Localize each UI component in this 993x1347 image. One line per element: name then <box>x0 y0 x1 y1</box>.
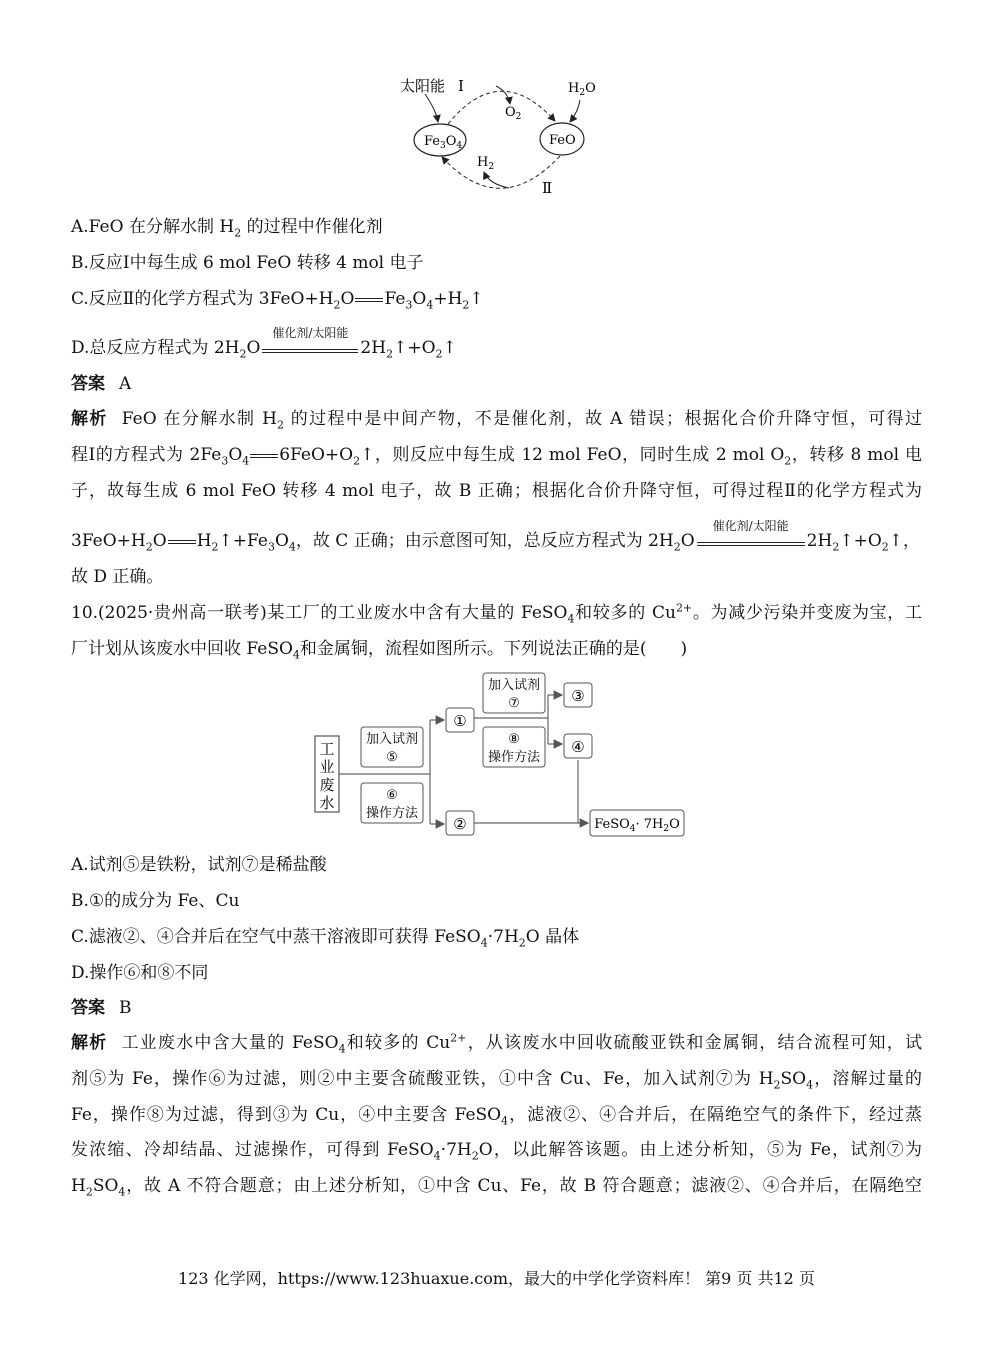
node-3-label: ③ <box>571 687 585 705</box>
solar-input-arrow <box>425 94 438 122</box>
q9-explanation-line-1: 解析 FeO 在分解水制 $H_2$ 的过程中是中间产物，不是催化剂，故 A 错误；根据化合价升降守恒，可得过 <box>71 409 922 432</box>
q10-stem-line-2: 厂计划从该废水中回收 FeSO$_4$和金属铜，流程如图所示。下列说法正确的是( ) <box>71 639 688 662</box>
operation-8-label: 操作方法 <box>487 750 541 765</box>
q10-answer: 答案 B <box>71 998 132 1018</box>
reagent-5-label: 加入试剂 <box>365 732 419 747</box>
q10-explanation-line-1: 解析 工业废水中含大量的 FeSO$_4$和较多的 $Cu^{2+}$，从该废水中回收硫酸亚铁和金属铜，结合流程可知，试 <box>71 1031 922 1056</box>
waste-char-4: 水 <box>319 794 335 812</box>
waste-char-1: 工 <box>319 740 335 758</box>
q9-option-d: D.总反应方程式为 $2H_2O$ 催化剂/太阳能 $2H_2↑+O_2↑$ <box>71 325 457 361</box>
h2o-input-arrow <box>570 100 580 122</box>
cycle-arrow-top <box>448 91 555 124</box>
fe3o4-label: $Fe_3O_4$ <box>424 134 463 151</box>
operation-6-label: 操作方法 <box>365 806 419 821</box>
node-4-label: ④ <box>571 738 585 756</box>
q10-option-b: B.①的成分为 Fe、Cu <box>71 891 240 911</box>
equals-sign <box>355 298 383 302</box>
q10-option-c: C.滤液②、④合并后在空气中蒸干溶液即可获得 $FeSO_4\cdot 7H_2O$ 晶体 <box>71 927 580 950</box>
q9-explanation-line-2: 程Ⅰ的方程式为 $2Fe_3O_4$ $6FeO+O_2↑$，则反应中每生成 12 mol FeO，同时生成 2 mol $O_2$，转移 8 mol 电 <box>71 445 922 468</box>
solar-energy-label: 太阳能 <box>400 77 446 95</box>
q9-option-a: A.FeO 在分解水制 $H_2$ 的过程中作催化剂 <box>71 217 383 240</box>
q10-explanation-line-3: Fe，操作⑧为过滤，得到③为 Cu，④中主要含 FeSO$_4$，滤液②、④合并后，在隔绝空气的条件下，经过蒸 <box>71 1105 923 1128</box>
q9-option-c: C.反应Ⅱ的化学方程式为 $3FeO+H_2O$ $Fe_3O_4+H_2↑$ <box>71 289 484 312</box>
step-2-label: Ⅱ <box>542 179 553 197</box>
operation-8-number: ⑧ <box>508 732 520 747</box>
step-1-label: Ⅰ <box>458 77 464 95</box>
q9-answer: 答案 A <box>71 374 132 394</box>
product-label: FeSO$_4$· $7H_2O$ <box>594 817 680 834</box>
q9-explanation-line-3: 子，故每生成 6 mol FeO 转移 4 mol 电子，故 B 正确；根据化合价升降守恒，可得过程Ⅱ的化学方程式为 <box>71 481 922 501</box>
waste-char-2: 业 <box>319 758 335 776</box>
operation-6-number: ⑥ <box>386 788 398 803</box>
node-2-label: ② <box>453 815 467 833</box>
o2-label: $O_2$ <box>505 105 522 122</box>
q10-explanation-line-2: 剂⑤为 Fe，操作⑥为过滤，则②中主要含硫酸亚铁，①中含 Cu、Fe，加入试剂⑦为 $H_2SO_4$，溶解过量的 <box>71 1069 922 1092</box>
q9-option-b: B.反应Ⅰ中每生成 6 mol FeO 转移 4 mol 电子 <box>71 253 424 273</box>
q9-explanation-line-5: 故 D 正确。 <box>71 567 164 587</box>
reaction-condition: 催化剂/太阳能 <box>260 340 360 358</box>
feo-label: FeO <box>549 133 576 148</box>
q10-explanation-line-5: $H_2SO_4$，故 A 不符合题意；由上述分析知，①中含 Cu、Fe，故 B 符合题意；滤液②、④合并后，在隔绝空 <box>71 1176 922 1199</box>
q10-option-d: D.操作⑥和⑧不同 <box>71 963 209 983</box>
h2-out-arrow <box>484 172 509 188</box>
page-footer: 123 化学网，https://www.123huaxue.com，最大的中学化学资料库！ 第9 页 共12 页 <box>178 1269 815 1288</box>
fe-oxide-cycle-diagram <box>0 0 993 210</box>
h2-label: $H_2$ <box>477 155 495 172</box>
q10-explanation-line-4: 发浓缩、冷却结晶、过滤操作，可得到 $FeSO_4\cdot 7H_2O$，以此解答该题。由上述分析知，⑤为 Fe，试剂⑦为 <box>71 1140 922 1163</box>
node-1-label: ① <box>453 712 467 730</box>
q9-explanation-line-4: $3FeO+H_2O$ $H_2↑+Fe_3O_4$，故 C 正确；由示意图可知，总反应方程式为 $2H_2O$ 催化剂/太阳能 $2H_2↑+O_2↑$， <box>71 518 921 554</box>
reagent-5-number: ⑤ <box>386 750 398 765</box>
reaction-condition: 催化剂/太阳能 <box>695 533 807 551</box>
reagent-7-number: ⑦ <box>508 696 520 711</box>
q10-stem-line-1: 10.(2025·贵州高一联考)某工厂的工业废水中含有大量的 FeSO$_4$和较多的 $Cu^{2+}$。为减少污染并变废为宝，工 <box>71 601 922 626</box>
h2o-label: $H_2O$ <box>568 81 596 98</box>
reagent-7-label: 加入试剂 <box>487 678 541 693</box>
o2-out-arrow <box>496 86 510 104</box>
waste-char-3: 废 <box>319 776 335 794</box>
q10-option-a: A.试剂⑤是铁粉，试剂⑦是稀盐酸 <box>71 855 327 875</box>
process-flow-chart <box>0 670 993 850</box>
